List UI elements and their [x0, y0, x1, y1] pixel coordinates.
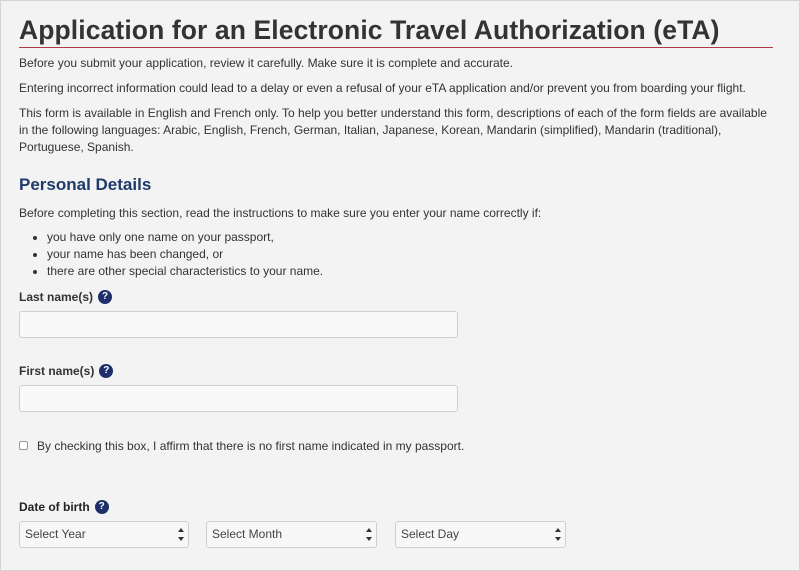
chevron-updown-icon: [365, 528, 372, 541]
help-icon[interactable]: ?: [99, 364, 113, 378]
section-heading-personal-details: Personal Details: [19, 175, 152, 194]
dob-year-value: Select Year: [25, 527, 86, 541]
list-item: • you have only one name on your passport,: [47, 229, 323, 246]
intro-paragraph-1: Before you submit your application, review it carefully. Make sure it is complete and accurate.: [19, 56, 514, 70]
dob-label: Date of birth: [19, 500, 90, 514]
no-first-name-checkbox-label[interactable]: By checking this box, I affirm that there is no first name indicated in my passport.: [37, 439, 465, 453]
name-instructions: Before completing this section, read the instructions to make sure you enter your name correctly if:: [19, 206, 542, 220]
chevron-updown-icon: [177, 528, 184, 541]
no-first-name-checkbox[interactable]: [19, 441, 28, 450]
no-first-name-row: [19, 439, 464, 454]
first-name-label: First name(s): [19, 364, 95, 378]
list-item: • there are other special characteristics to your name.: [47, 263, 323, 280]
intro-paragraph-3: This form is available in English and French only. To help you better understand this form, descriptions of each of the form fields are available in the following languages: Arabic, English, French, German, Italian, Japanese, Korean, Mandarin (simplified), Mandarin (traditional), Portuguese, Spanish.: [19, 106, 767, 154]
page-title: Application for an Electronic Travel Authorization (eTA): [19, 15, 720, 45]
dob-label-row: [19, 500, 109, 514]
dob-year-select[interactable]: [19, 521, 189, 548]
dob-day-select[interactable]: [395, 521, 566, 548]
chevron-updown-icon: [554, 528, 561, 541]
title-divider: [19, 47, 773, 48]
dob-day-value: Select Day: [401, 527, 460, 541]
last-name-label-row: [19, 290, 112, 304]
help-icon[interactable]: ?: [98, 290, 112, 304]
last-name-label: Last name(s): [19, 290, 94, 304]
list-item: • your name has been changed, or: [47, 246, 323, 263]
dob-month-select[interactable]: [206, 521, 377, 548]
intro-paragraph-2: Entering incorrect information could lead to a delay or even a refusal of your eTA application and/or prevent you from boarding your flight.: [19, 81, 746, 95]
name-conditions-list: [47, 229, 323, 280]
first-name-label-row: [19, 364, 113, 378]
first-name-input[interactable]: [19, 385, 458, 412]
help-icon[interactable]: ?: [95, 500, 109, 514]
dob-month-value: Select Month: [212, 527, 283, 541]
last-name-input[interactable]: [19, 311, 458, 338]
